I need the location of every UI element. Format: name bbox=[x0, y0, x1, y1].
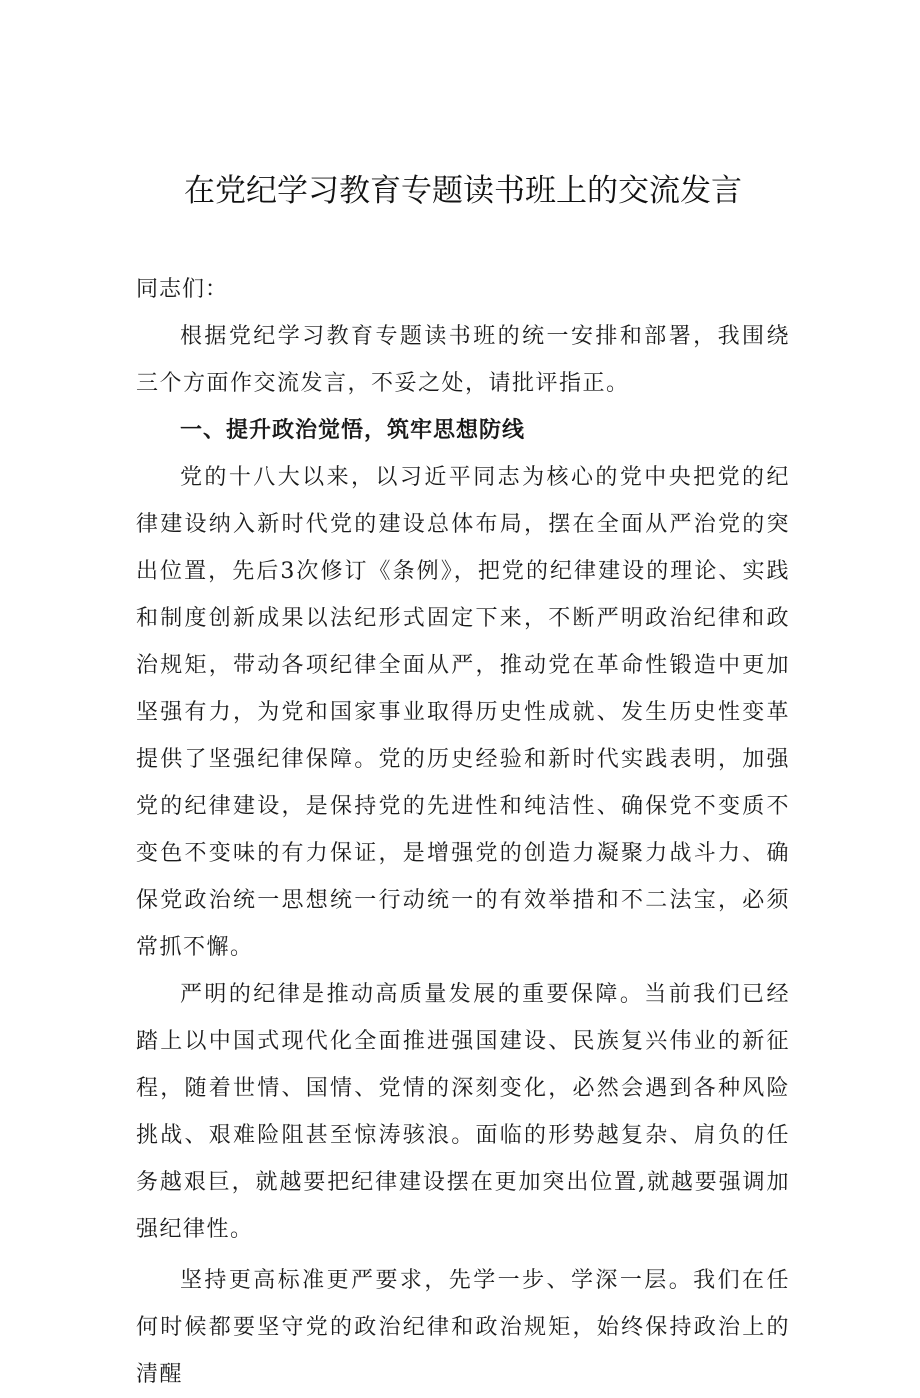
section-1-heading: 一、提升政治觉悟，筑牢思想防线 bbox=[180, 418, 526, 443]
section-1-paragraph-1: 党的十八大以来，以习近平同志为核心的党中央把党的纪律建设纳入新时代党的建设总体布局，摆在全面从严治党的突出位置，先后3次修订《条例》，把党的纪律建设的理论、实践和制度创新成果以法纪形式固定下来，不断严明政治纪律和政治规矩，带动各项纪律全面从严，推动党在革命性锻造中更加坚强有力，为党和国家事业取得历史性成就、发生历史性变革提供了坚强纪律保障。党的历史经验和新时代实践表明，加强党的纪律建设，是保持党的先进性和纯洁性、确保党不变质不变色不变味的有力保证，是增强党的创造力凝聚力战斗力、确保党政治统一思想统一行动统一的有效举措和不二法宝，必须常抓不懈。 bbox=[136, 465, 790, 960]
document-title: 在党纪学习教育专题读书班上的交流发言 bbox=[184, 173, 742, 209]
section-1-paragraph-2: 严明的纪律是推动高质量发展的重要保障。当前我们已经踏上以中国式现代化全面推进强国建设、民族复兴伟业的新征程，随着世情、国情、党情的深刻变化，必然会遇到各种风险挑战、艰难险阻甚至惊涛骇浪。面临的形势越复杂、肩负的任务越艰巨，就越要把纪律建设摆在更加突出位置,就越要强调加强纪律性。 bbox=[136, 982, 790, 1242]
section-1-paragraph-3: 坚持更高标准更严要求，先学一步、学深一层。我们在任何时候都要坚守党的政治纪律和政治规矩，始终保持政治上的清醒 bbox=[136, 1268, 790, 1387]
intro-paragraph: 根据党纪学习教育专题读书班的统一安排和部署，我围绕三个方面作交流发言，不妥之处，请批评指正。 bbox=[136, 324, 790, 396]
salutation: 同志们： bbox=[136, 277, 229, 302]
